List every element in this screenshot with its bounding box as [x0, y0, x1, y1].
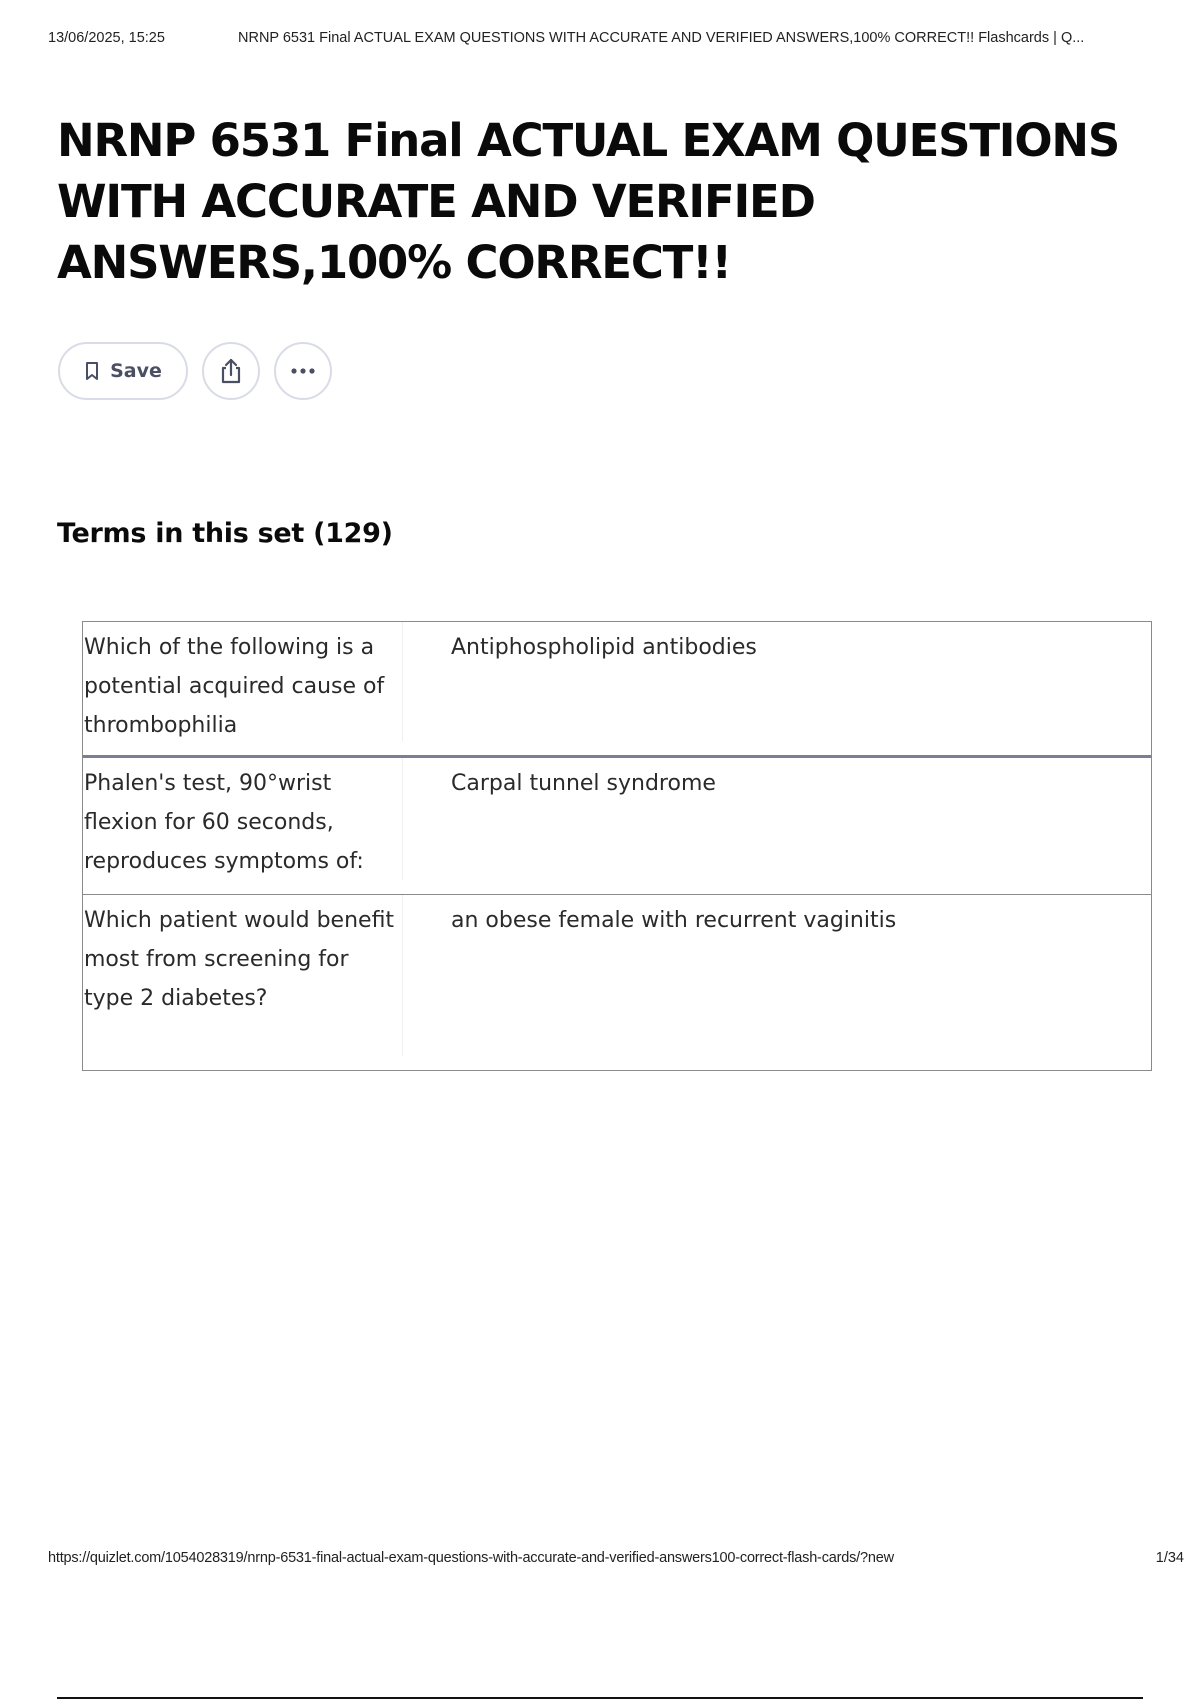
definition-text: Carpal tunnel syndrome: [451, 771, 716, 796]
term-text: Phalen's test, 90°wrist flexion for 60 seconds, reproduces symptoms of:: [83, 758, 403, 880]
print-footer: [48, 1550, 1188, 1570]
term-row: [83, 622, 1151, 758]
definition-text: Antiphospholipid antibodies: [451, 635, 757, 660]
definition-text: an obese female with recurrent vaginitis: [451, 908, 897, 933]
more-options-button[interactable]: [274, 342, 332, 400]
share-icon: [218, 357, 244, 385]
page-title: NRNP 6531 Final ACTUAL EXAM QUESTIONS WITH ACCURATE AND VERIFIED ANSWERS,100% CORRECT!!: [57, 114, 1120, 289]
print-document-title: NRNP 6531 Final ACTUAL EXAM QUESTIONS WITH ACCURATE AND VERIFIED ANSWERS,100% CORRECT!! Flashcards | Q...: [238, 30, 1085, 46]
term-text: Which patient would benefit most from screening for type 2 diabetes?: [83, 895, 403, 1056]
save-button[interactable]: [58, 342, 188, 400]
save-button-label: Save: [110, 360, 162, 382]
terms-heading: Terms in this set (129): [57, 518, 393, 549]
print-url: https://quizlet.com/1054028319/nrnp-6531-final-actual-exam-questions-with-accurate-and-verified-answers100-correct-flash-cards/?new: [48, 1550, 894, 1566]
terms-table: [82, 621, 1152, 1071]
print-datetime: 13/06/2025, 15:25: [48, 30, 165, 46]
term-row: [83, 895, 1151, 1070]
term-row: [83, 758, 1151, 895]
page-number: 1/34: [1155, 1550, 1184, 1566]
print-header: [48, 30, 1188, 50]
bookmark-icon: [84, 361, 100, 381]
term-text: Which of the following is a potential acquired cause of thrombophilia: [83, 622, 403, 741]
divider: [57, 1697, 1143, 1699]
share-button[interactable]: [202, 342, 260, 400]
more-horizontal-icon: [290, 367, 316, 375]
